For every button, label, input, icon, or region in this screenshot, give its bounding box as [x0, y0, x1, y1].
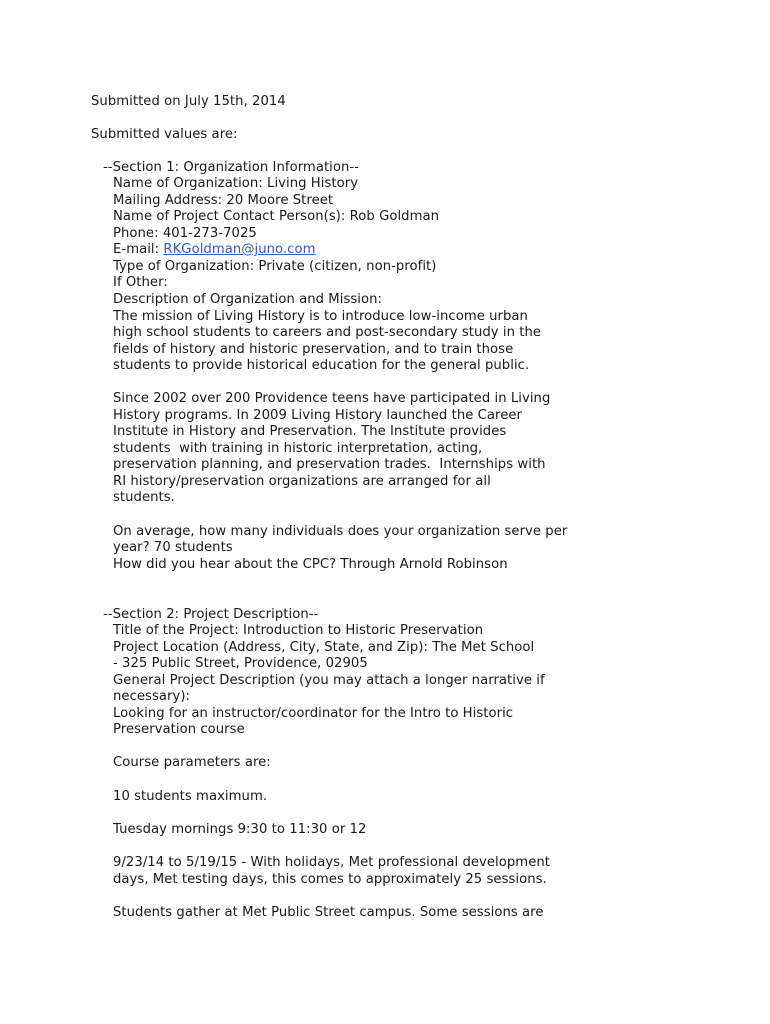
mission-line: students to provide historical education for the general public.	[113, 358, 530, 373]
looking-line: Looking for an instructor/coordinator for the Intro to Historic	[113, 706, 514, 721]
history-line: History programs. In 2009 Living History launched the Career	[113, 408, 523, 423]
hear-about: How did you hear about the CPC? Through Arnold Robinson	[113, 557, 508, 572]
mission-line: high school students to careers and post-secondary study in the	[113, 325, 542, 340]
phone: Phone: 401-273-7025	[113, 226, 257, 241]
org-name: Name of Organization: Living History	[113, 176, 359, 191]
mission-line: fields of history and historic preservation, and to train those	[113, 342, 514, 357]
dates-line: days, Met testing days, this comes to approximately 25 sessions.	[113, 872, 547, 887]
history-line: RI history/preservation organizations are arranged for all	[113, 474, 491, 489]
general-desc-line: General Project Description (you may attach a longer narrative if	[113, 673, 545, 688]
history-line: students with training in historic interpretation, acting,	[113, 441, 483, 456]
looking-line: Preservation course	[113, 722, 245, 737]
description-label: Description of Organization and Mission:	[113, 292, 383, 307]
serve-line: On average, how many individuals does your organization serve per	[113, 524, 568, 539]
section1-heading: --Section 1: Organization Information--	[103, 160, 360, 175]
history-line: students.	[113, 490, 175, 505]
email-label: E-mail:	[113, 242, 164, 257]
contact-person: Name of Project Contact Person(s): Rob Goldman	[113, 209, 440, 224]
max-students: 10 students maximum.	[113, 789, 268, 804]
location-line: Project Location (Address, City, State, and Zip): The Met School	[113, 640, 535, 655]
submitted-values-label: Submitted values are:	[91, 127, 238, 142]
gather-line: Students gather at Met Public Street campus. Some sessions are	[113, 905, 544, 920]
email-link[interactable]: RKGoldman@juno.com	[163, 242, 316, 257]
email-line	[113, 242, 315, 258]
project-title: Title of the Project: Introduction to Historic Preservation	[113, 623, 484, 638]
mailing-address: Mailing Address: 20 Moore Street	[113, 193, 334, 208]
if-other: If Other:	[113, 275, 168, 290]
dates-line: 9/23/14 to 5/19/15 - With holidays, Met professional development	[113, 855, 550, 870]
history-line: preservation planning, and preservation trades. Internships with	[113, 457, 546, 472]
history-line: Institute in History and Preservation. The Institute provides	[113, 424, 507, 439]
schedule: Tuesday mornings 9:30 to 11:30 or 12	[113, 822, 367, 837]
course-params: Course parameters are:	[113, 755, 271, 770]
location-line: - 325 Public Street, Providence, 02905	[113, 656, 368, 671]
section2-heading: --Section 2: Project Description--	[103, 607, 319, 622]
serve-line: year? 70 students	[113, 540, 233, 555]
org-type: Type of Organization: Private (citizen, non-profit)	[113, 259, 437, 274]
mission-line: The mission of Living History is to introduce low-income urban	[113, 309, 528, 324]
general-desc-line: necessary):	[113, 689, 191, 704]
history-line: Since 2002 over 200 Providence teens have participated in Living	[113, 391, 551, 406]
submitted-date: Submitted on July 15th, 2014	[91, 94, 286, 109]
